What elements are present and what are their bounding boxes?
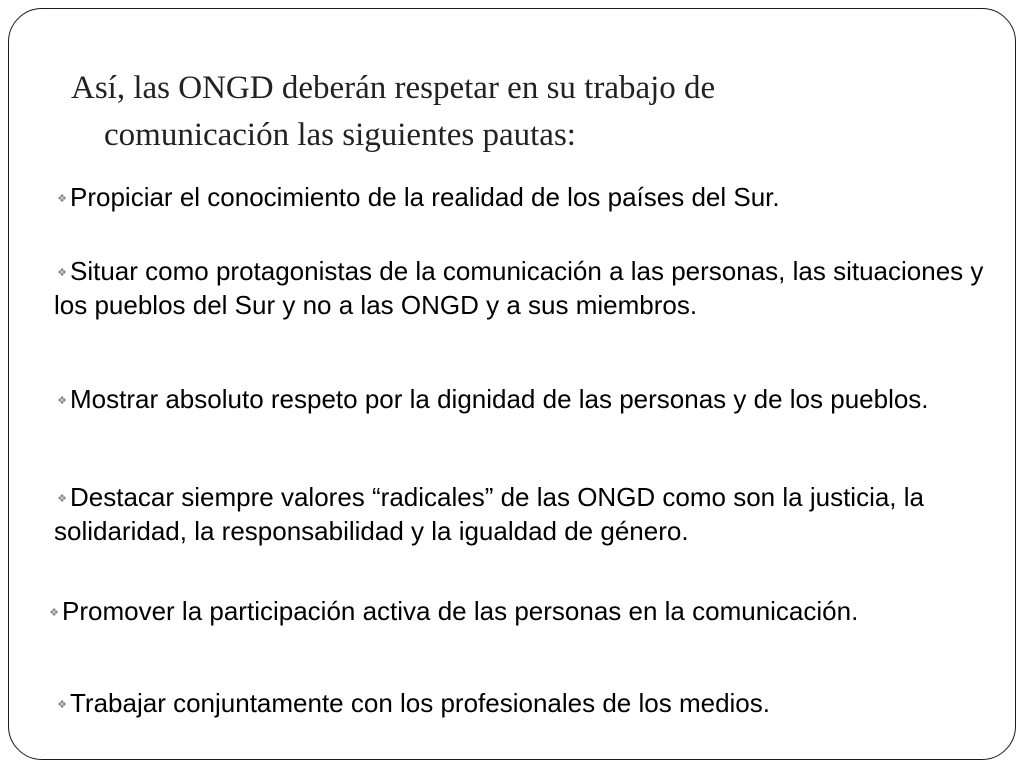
diamond-bullet-icon: ❖: [49, 607, 59, 619]
diamond-bullet-icon: ❖: [57, 193, 67, 205]
item-text: la participación activa de las personas en la comunicación.: [174, 596, 859, 626]
title-line-1: Así, las ONGD deberán respetar en su trabajo de: [71, 70, 716, 106]
diamond-bullet-icon: ❖: [57, 493, 67, 505]
bullet-item-mostrar: [54, 383, 984, 417]
slide-title: [71, 65, 831, 159]
item-lead-word: Mostrar: [70, 384, 159, 414]
item-lead-word: Destacar: [70, 482, 175, 512]
item-text: conjuntamente con los profesionales de los medios.: [165, 688, 770, 718]
slide-frame: [8, 8, 1016, 760]
item-lead-word: Promover: [62, 596, 175, 626]
bullet-item-trabajar: [54, 687, 984, 721]
item-lead-word: Situar: [70, 256, 138, 286]
item-lead-word: Trabajar: [70, 688, 166, 718]
diamond-bullet-icon: ❖: [57, 699, 67, 711]
item-lead-word: Propiciar: [70, 182, 173, 212]
bullet-item-promover: [46, 595, 976, 629]
bullet-item-propiciar: [54, 181, 984, 215]
title-line-2: comunicación las siguientes pautas:: [104, 117, 576, 153]
diamond-bullet-icon: ❖: [57, 395, 67, 407]
bullet-item-destacar: [54, 481, 984, 547]
diamond-bullet-icon: ❖: [57, 267, 67, 279]
item-text: el conocimiento de la realidad de los países del Sur.: [172, 182, 780, 212]
item-text: como protagonistas de la comunicación a las personas, las situaciones y los pueblos del Sur y no a las ONGD y a sus miembros.: [54, 256, 984, 320]
bullet-item-situar: [54, 255, 984, 321]
item-text: siempre valores “radicales” de las ONGD como son la justicia, la solidaridad, la responsabilidad y la igualdad de género.: [54, 482, 924, 546]
item-text: absoluto respeto por la dignidad de las personas y de los pueblos.: [158, 384, 929, 414]
